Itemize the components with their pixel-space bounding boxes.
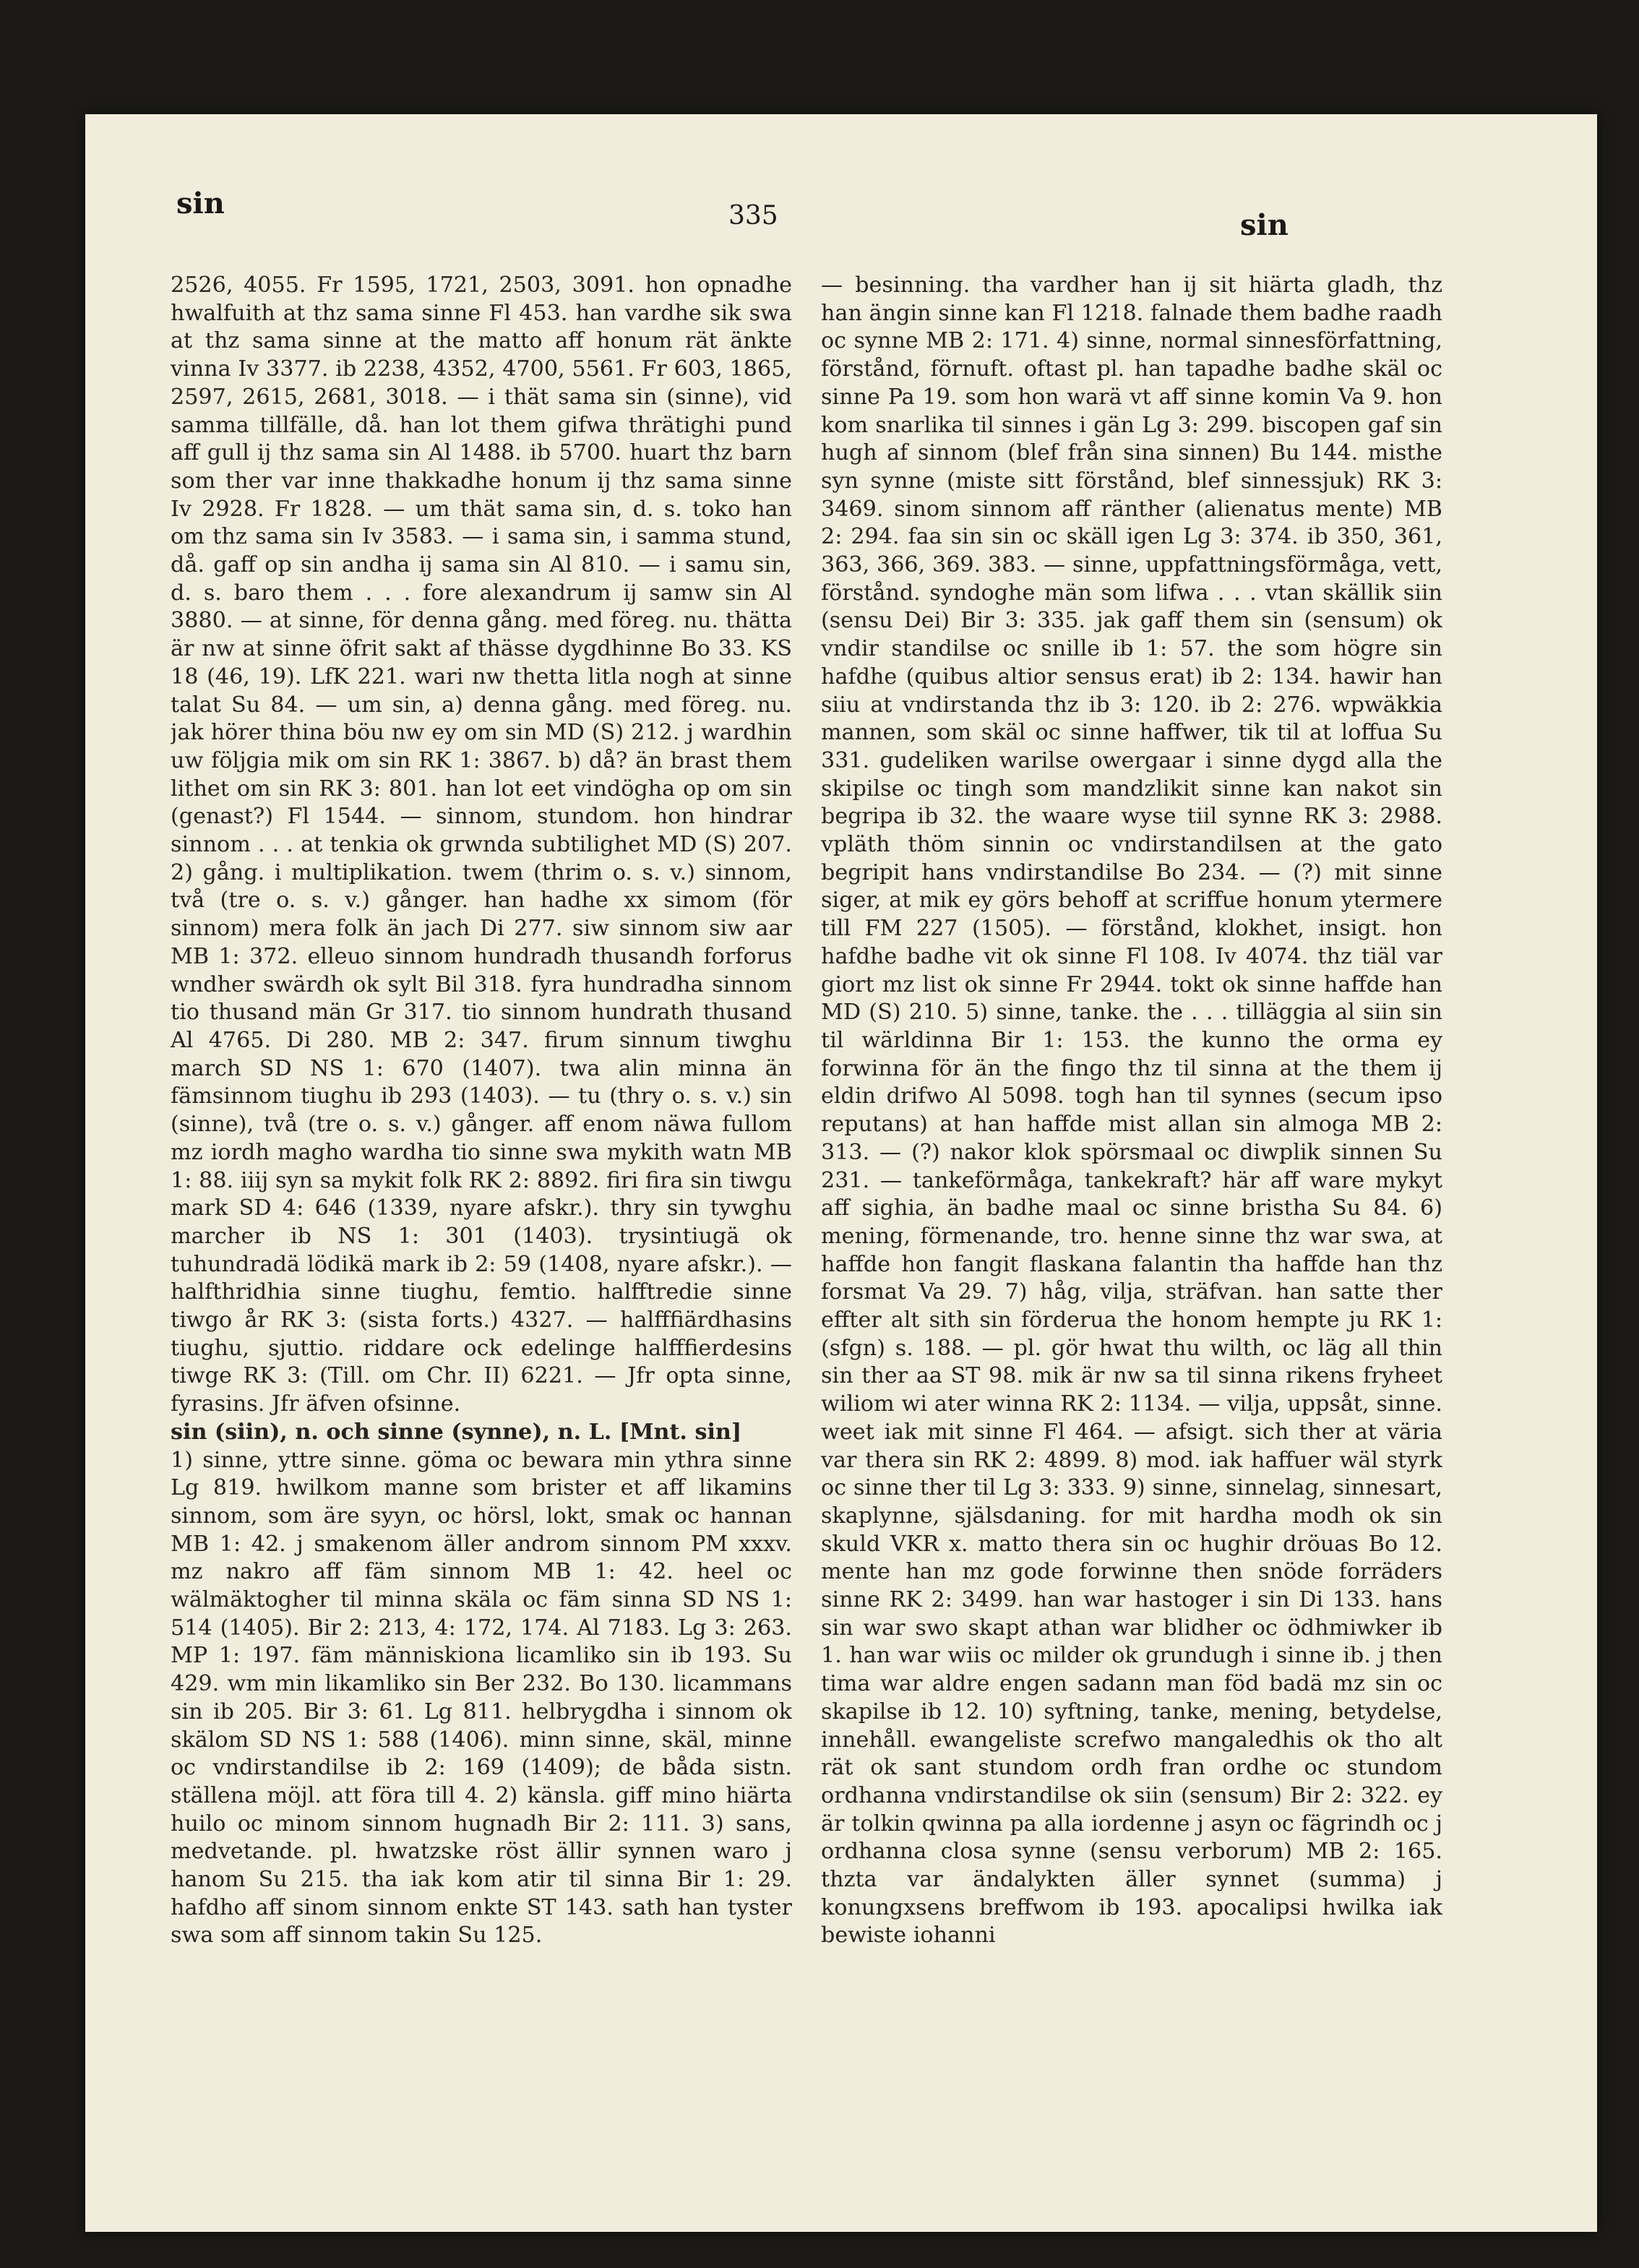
entry-sin-senses-1-3: 1) sinne, yttre sinne. göma oc bewara min ythra sinne Lg 819. hwilkom manne som brister et aff likamins sinnom, som äre syyn, oc hörsl, lokt, smak oc hannan MB 1: 42. j smakenom äller androm sinnom PM xxxv. mz nakro aff fäm sinnom MB 1: 42. heel oc wälmäktogher til minna skäla oc fäm sinna SD NS 1: 514 (1405). Bir 2: 213, 4: 172, 174. Al 7183. Lg 3: 263. MP 1: 197. fäm människiona licamliko sin ib 193. Su 429. wm min likamliko sin Ber 232. Bo 130. licammans sin ib 205. Bir 3: 61. Lg 811. helbrygdha i sinnom ok skälom SD NS 1: 588 (1406). minn sinne, skäl, minne oc vndirstandilse ib 2: 169 (1409); de båda sistn. ställena möjl. att föra till 4. 2) känsla. giff mino hiärta huilo oc minom sinnom hugnadh Bir 2: 111. 3) sans, medvetande. pl. hwatzske röst ällir synnen waro j hanom Su 215. tha iak kom atir til sinna Bir 1: 29. hafdho aff sinom sinnom enkte ST 143. sath han tyster swa som aff sinnom takin Su 125.	[171, 1447, 792, 1949]
entry-headword-sin: sin (siin), n. och sinne (synne), n. L. [Mnt. sin]	[171, 1419, 742, 1445]
entry-continuation-text: 2526, 4055. Fr 1595, 1721, 2503, 3091. hon opnadhe hwalfuith at thz sama sinne Fl 453. han vardhe sik swa at thz sama sinne at the matto aff honum rät änkte vinna Iv 3377. ib 2238, 4352, 4700, 5561. Fr 603, 1865, 2597, 2615, 2681, 3018. — i thät sama sin (sinne), vid samma tillfälle, då. han lot them gifwa thrätighi pund aff gull ij thz sama sin Al 1488. ib 5700. huart thz barn som ther var inne thakkadhe honum ij thz sama sinne Iv 2928. Fr 1828. — um thät sama sin, d. s. toko han om thz sama sin Iv 3583. — i sama sin, i samma stund, då. gaff op sin andha ij sama sin Al 810. — i samu sin, d. s. baro them . . . fore alexandrum ij samw sin Al 3880. — at sinne, för denna gång. med föreg. nu. thätta är nw at sinne öfrit sakt af thässe dygdhinne Bo 33. KS 18 (46, 19). LfK 221. wari nw thetta litla nogh at sinne talat Su 84. — um sin, a) denna gång. med föreg. nu. jak hörer thina böu nw ey om sin MD (S) 212. j wardhin uw följgia mik om sin RK 1: 3867. b) då? än brast them lithet om sin RK 3: 801. han lot eet vindögha op om sin (genast?) Fl 1544. — sinnom, stundom. hon hindrar sinnom . . . at tenkia ok grwnda subtilighet MD (S) 207. 2) gång. i multiplikation. twem (thrim o. s. v.) sinnom, två (tre o. s. v.) gånger. han hadhe xx simom (för sinnom) mera folk än jach Di 277. siw sinnom siw aar MB 1: 372. elleuo sinnom hundradh thusandh forforus wndher swärdh ok sylt Bil 318. fyra hundradha sinnom tio thusand män Gr 317. tio sinnom hundrath thusand Al 4765. Di 280. MB 2: 347. firum sinnum tiwghu march SD NS 1: 670 (1407). twa alin minna än fämsinnom tiughu ib 293 (1403). — tu (thry o. s. v.) sin (sinne), två (tre o. s. v.) gånger. aff enom näwa fullom mz iordh magho wardha tio sinne swa mykith watn MB 1: 88. iiij syn sa mykit folk RK 2: 8892. firi fira sin tiwgu mark SD 4: 646 (1339, nyare afskr.). thry sin tywghu marcher ib NS 1: 301 (1403). trysintiugä ok tuhundradä lödikä mark ib 2: 59 (1408, nyare afskr.). — halfthridhia sinne tiughu, femtio. halfftredie sinne tiwgo år RK 3: (sista forts.) 4327. — halfffiärdhasins tiughu, sjuttio. riddare ock edelinge halfffierdesins tiwge RK 3: (Till. om Chr. II) 6221. — Jfr opta sinne, fyrasins. Jfr äfven ofsinne.	[171, 272, 792, 1417]
entry-sin-senses-4-10: — besinning. tha vardher han ij sit hiärta gladh, thz han ängin sinne kan Fl 1218. falnade them badhe raadh oc synne MB 2: 171. 4) sinne, normal sinnesförfattning, förstånd, förnuft. oftast pl. han tapadhe badhe skäl oc sinne Pa 19. som hon warä vt aff sinne komin Va 9. hon kom snarlika til sinnes i gän Lg 3: 299. biscopen gaf sin hugh af sinnom (blef från sina sinnen) Bu 144. misthe syn synne (miste sitt förstånd, blef sinnessjuk) RK 3: 3469. sinom sinnom aff ränther (alienatus mente) MB 2: 294. faa sin sin oc skäll igen Lg 3: 374. ib 350, 361, 363, 366, 369. 383. — sinne, uppfattningsförmåga, vett, förstånd. syndoghe män som lifwa . . . vtan skällik siin (sensu Dei) Bir 3: 335. jak gaff them sin (sensum) ok vndir standilse oc snille ib 1: 57. the som högre sin hafdhe (quibus altior sensus erat) ib 2: 134. hawir han siiu at vndirstanda thz ib 3: 120. ib 2: 276. wpwäkkia mannen, som skäl oc sinne haffwer, tik til at loffua Su 331. gudeliken warilse owergaar i sinne dygd alla the skipilse oc tingh som mandzlikit sinne kan nakot sin begripa ib 32. the waare wyse tiil synne RK 3: 2988. vpläth thöm sinnin oc vndirstandilsen at the gato begripit hans vndirstandilse Bo 234. — (?) mit sinne siger, at mik ey görs behoff at scriffue honum ytermere till FM 227 (1505). — förstånd, klokhet, insigt. hon hafdhe badhe vit ok sinne Fl 108. Iv 4074. thz tiäl var giort mz list ok sinne Fr 2944. tokt ok sinne haffde han MD (S) 210. 5) sinne, tanke. the . . . tilläggia al siin sin til wärldinna Bir 1: 153. the kunno the orma ey forwinna för än the fingo thz til sinna at the them ij eldin drifwo Al 5098. togh han til synnes (secum ipso reputans) at han haffde mist allan sin almoga MB 2: 313. — (?) nakor klok spörsmaal oc diwplik sinnen Su 231. — tankeförmåga, tankekraft? här aff ware mykyt aff sighia, än badhe maal oc sinne bristha Su 84. 6) mening, förmenande, tro. henne sinne thz war swa, at haffde hon fangit flaskana falantin tha haffde han thz forsmat Va 29. 7) håg, vilja, sträfvan. han satte ther effter alt sith sin förderua the honom hempte ju RK 1: (sfgn) s. 188. — pl. gör hwat thu wilth, oc läg all thin sin ther aa ST 98. mik är nw sa til sinna rikens fryheet wiliom wi ater winna RK 2: 1134. — vilja, uppsåt, sinne. weet iak mit sinne Fl 464. — afsigt. sich ther at väria var thera sin RK 2: 4899. 8) mod. iak haffuer wäl styrk oc sinne ther til Lg 3: 333. 9) sinne, sinnelag, sinnesart, skaplynne, själsdaning. for mit hardha modh ok sin skuld VKR x. matto thera sin oc hughir dröuas Bo 12. mente han mz gode forwinne then snöde forräders sinne RK 2: 3499. han war hastoger i sin Di 133. hans sin war swo skapt athan war blidher oc ödhmiwker ib 1. han war wiis oc milder ok grundugh i sinne ib. j then tima war aldre engen sadann man föd badä mz sin oc skapilse ib 12. 10) syftning, tanke, mening, betydelse, innehåll. ewangeliste screfwo mangaledhis ok tho alt rät ok sant stundom ordh fran ordhe oc stundom ordhanna vndirstandilse ok siin (sensum) Bir 2: 322. ey är tolkin qwinna pa alla iordenne j asyn oc fägrindh oc j ordhanna closa synne (sensu verborum) MB 2: 165. thzta var ändalykten äller synnet (summa) j konungxsens breffwom ib 193. apocalipsi hwilka iak bewiste iohanni	[821, 272, 1442, 1949]
book-page	[85, 114, 1597, 2232]
running-head-right: sin	[1240, 208, 1289, 242]
left-column	[171, 272, 792, 2165]
page-number: 335	[728, 201, 778, 231]
running-head-left: sin	[176, 186, 225, 220]
right-column	[821, 272, 1442, 2165]
